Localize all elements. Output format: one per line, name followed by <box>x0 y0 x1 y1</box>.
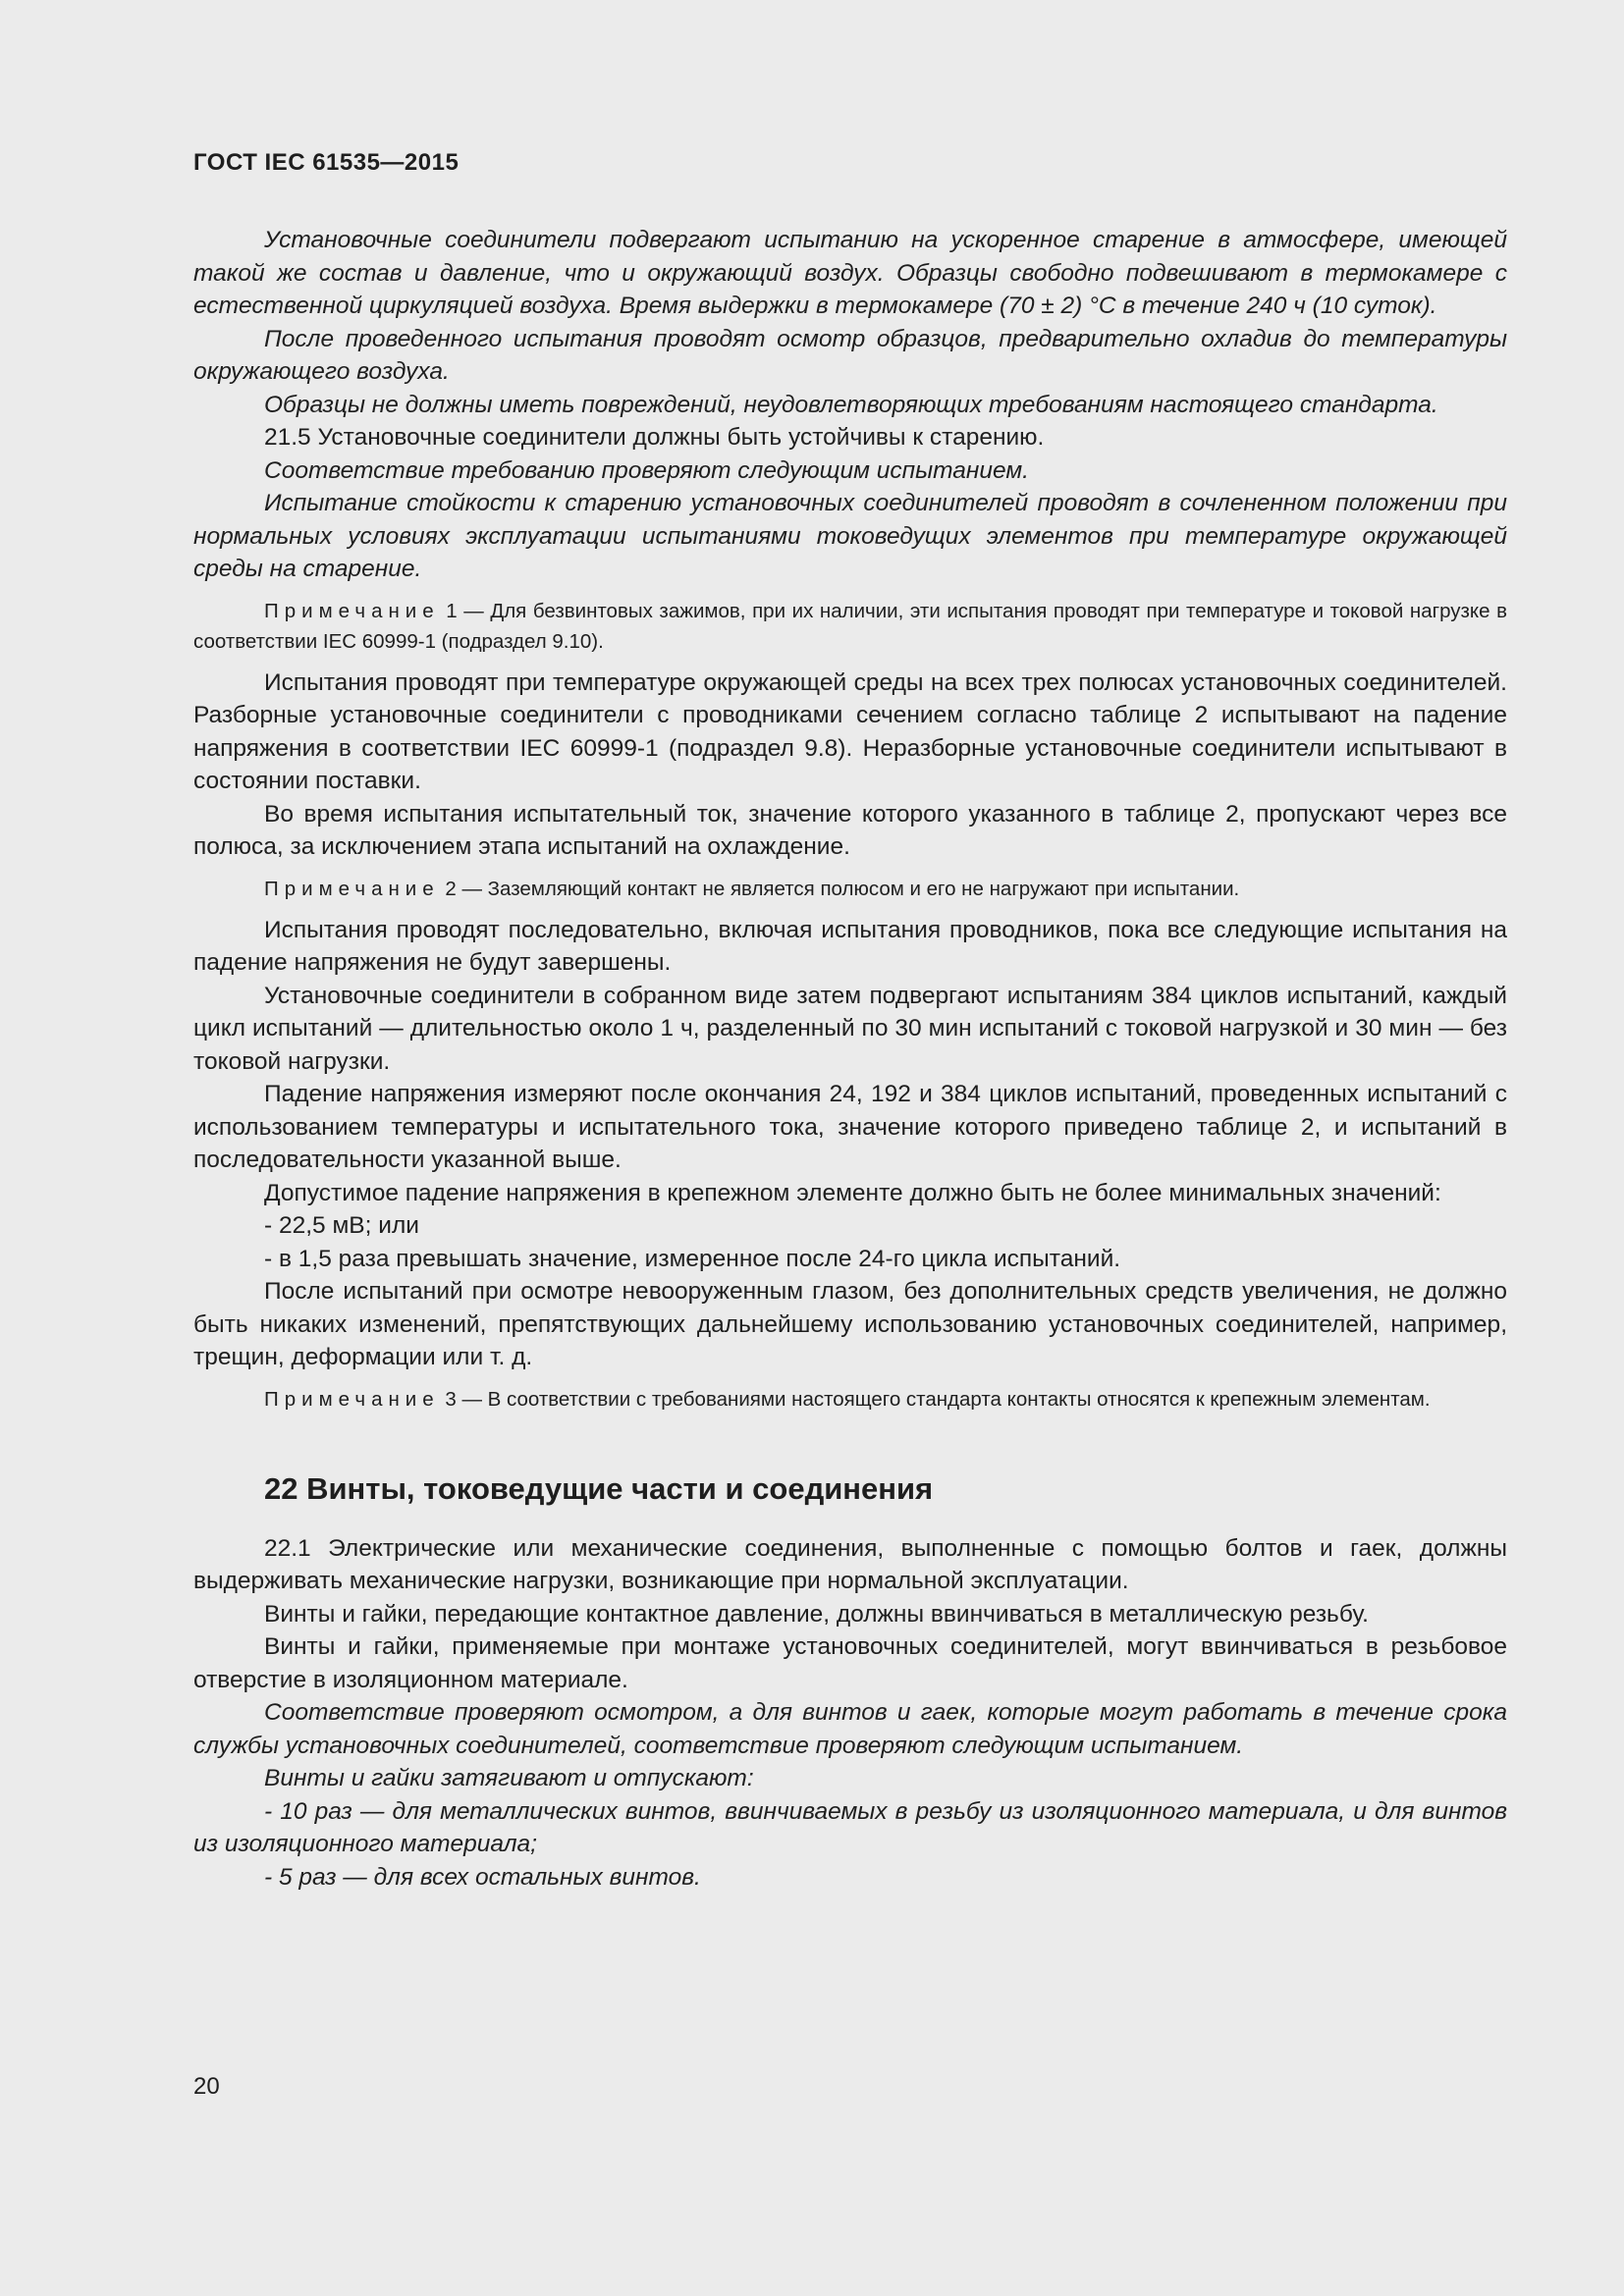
paragraph: После испытаний при осмотре невооруженным глазом, без дополнительных средств увеличения, не должно быть никаких изменений, препятствующих дальнейшему использованию установочных соединителей, например, трещин, деформации или т. д. <box>193 1278 1507 1370</box>
note-text: 3 — В соответствии с требованиями настоящего стандарта контакты относятся к крепежным элементам. <box>439 1387 1431 1411</box>
paragraph: Соответствие требованию проверяют следующим испытанием. <box>264 456 1029 484</box>
paragraph: Испытания проводят последовательно, включая испытания проводников, пока все следующие испытания на падение напряжения не будут завершены. <box>193 916 1507 976</box>
list-item: - 22,5 мВ; или <box>264 1212 419 1239</box>
page-body <box>193 224 1507 1894</box>
note-2 <box>193 874 1507 904</box>
paragraph: Падение напряжения измеряют после окончания 24, 192 и 384 циклов испытаний, проведенных испытаний с использованием температуры и испытательного тока, значение которого приведено таблице 2, и испытаний в последовательности указанной выше. <box>193 1081 1507 1173</box>
paragraph: Испытания проводят при температуре окружающей среды на всех трех полюсах установочных соединителей. Разборные установочные соединители с проводниками сечением согласно таблице 2 испытывают на падение напряжения в соответствии IEC 60999-1 (подраздел 9.8). Неразборные установочные соединители испытывают в состоянии поставки. <box>193 668 1507 794</box>
note-1 <box>193 596 1507 657</box>
list-item: - 5 раз — для всех остальных винтов. <box>264 1863 701 1891</box>
note-3 <box>193 1384 1507 1415</box>
note-text: 1 — Для безвинтовых зажимов, при их наличии, эти испытания проводят при температуре и токовой нагрузке в соответствии IEC 60999-1 (подраздел 9.10). <box>193 599 1507 653</box>
paragraph: Образцы не должны иметь повреждений, неудовлетворяющих требованиям настоящего стандарта. <box>264 391 1438 418</box>
paragraph: Допустимое падение напряжения в крепежном элементе должно быть не более минимальных значений: <box>264 1179 1441 1206</box>
paragraph: Винты и гайки, передающие контактное давление, должны ввинчиваться в металлическую резьбу. <box>264 1600 1369 1628</box>
list-item: - 10 раз — для металлических винтов, ввинчиваемых в резьбу из изоляционного материала, и для винтов из изоляционного материала; <box>193 1797 1507 1857</box>
note-text: 2 — Заземляющий контакт не является полюсом и его не нагружают при испытании. <box>439 877 1240 900</box>
paragraph: Во время испытания испытательный ток, значение которого указанного в таблице 2, пропускают через все полюса, за исключением этапа испытаний на охлаждение. <box>193 800 1507 860</box>
note-label: Примечание <box>264 1387 440 1411</box>
paragraph: Соответствие проверяют осмотром, а для винтов и гаек, которые могут работать в течение срока службы установочных соединителей, соответствие проверяют следующим испытанием. <box>193 1699 1507 1759</box>
list-item: - в 1,5 раза превышать значение, измеренное после 24-го цикла испытаний. <box>264 1245 1121 1272</box>
clause-22-1: 22.1 Электрические или механические соединения, выполненные с помощью болтов и гаек, должны выдерживать механические нагрузки, возникающие при нормальной эксплуатации. <box>193 1534 1507 1594</box>
paragraph: Установочные соединители в собранном виде затем подвергают испытаниям 384 циклов испытаний, каждый цикл испытаний — длительностью около 1 ч, разделенный по 30 мин испытаний с токовой нагрузкой и 30 мин — без токовой нагрузки. <box>193 982 1507 1075</box>
page-number: 20 <box>193 2073 220 2100</box>
clause-21-5: 21.5 Установочные соединители должны быть устойчивы к старению. <box>264 424 1045 451</box>
note-label: Примечание <box>264 599 440 622</box>
paragraph: Испытание стойкости к старению установочных соединителей проводят в сочлененном положении при нормальных условиях эксплуатации испытаниями токоведущих элементов при температуре окружающей среды на старение. <box>193 490 1507 582</box>
paragraph: После проведенного испытания проводят осмотр образцов, предварительно охладив до температуры окружающего воздуха. <box>193 325 1507 385</box>
document-header: ГОСТ IEC 61535—2015 <box>193 149 460 176</box>
paragraph: Установочные соединители подвергают испытанию на ускоренное старение в атмосфере, имеющей такой же состав и давление, что и окружающий воздух. Образцы свободно подвешивают в термокамере с естественной циркуляцией воздуха. Время выдержки в термокамере (70 ± 2) °С в течение 240 ч (10 суток). <box>193 227 1507 319</box>
paragraph: Винты и гайки, применяемые при монтаже установочных соединителей, могут ввинчиваться в резьбовое отверстие в изоляционном материале. <box>193 1633 1507 1693</box>
section-22-heading: 22 Винты, токоведущие части и соединения <box>264 1470 934 1506</box>
note-label: Примечание <box>264 877 440 900</box>
paragraph: Винты и гайки затягивают и отпускают: <box>264 1765 754 1791</box>
